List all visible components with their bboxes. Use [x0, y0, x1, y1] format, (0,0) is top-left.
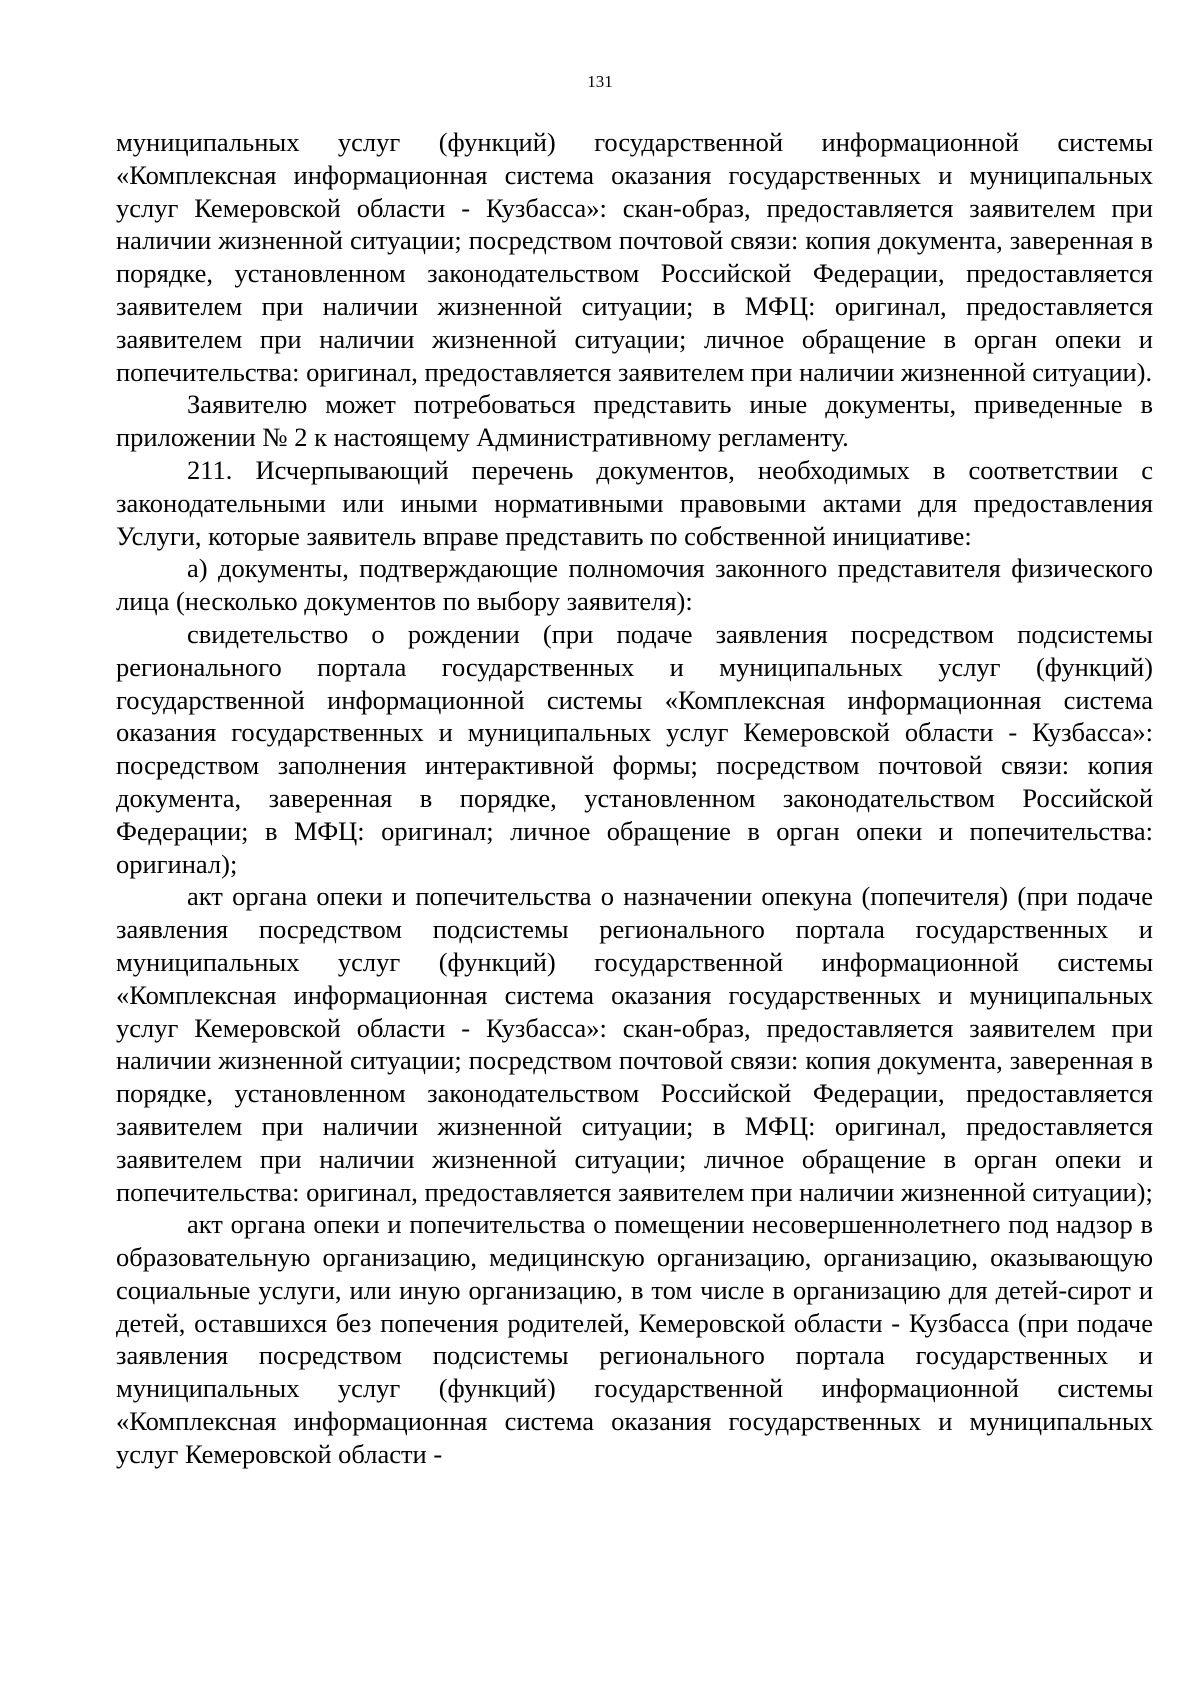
- paragraph-other-documents: Заявителю может потребоваться представить иные документы, приведенные в приложении № 2 к настоящему Административному регламенту.: [116, 389, 1153, 453]
- paragraph-birth-certificate: свидетельство о рождении (при подаче заявления посредством подсистемы регионального портала государственных и муниципальных услуг (функций) государственной информационной системы «Комплексная информационная система оказания государственных и муниципальных услуг Кемеровской области - Кузбасса»: посредством заполнения интерактивной формы; посредством почтовой связи: копия документа, заверенная в порядке, установленном законодательством Российской Федерации; в МФЦ: оригинал; личное обращение в орган опеки и попечительства: оригинал);: [116, 618, 1153, 879]
- document-body: [116, 126, 1153, 1471]
- paragraph-item-a: а) документы, подтверждающие полномочия законного представителя физического лица (несколько документов по выбору заявителя):: [116, 553, 1153, 617]
- paragraph-guardian-act: акт органа опеки и попечительства о назначении опекуна (попечителя) (при подаче заявления посредством подсистемы регионального портала государственных и муниципальных услуг (функций) государственной информационной системы «Комплексная информационная система оказания государственных и муниципальных услуг Кемеровской области - Кузбасса»: скан-образ, предоставляется заявителем при наличии жизненной ситуации; посредством почтовой связи: копия документа, заверенная в порядке, установленном законодательством Российской Федерации, предоставляется заявителем при наличии жизненной ситуации; в МФЦ: оригинал, предоставляется заявителем при наличии жизненной ситуации; личное обращение в орган опеки и попечительства: оригинал, предоставляется заявителем при наличии жизненной ситуации);: [116, 881, 1153, 1207]
- paragraph-supervision-act: акт органа опеки и попечительства о помещении несовершеннолетнего под надзор в образовательную организацию, медицинскую организацию, организацию, оказывающую социальные услуги, или иную организацию, в том числе в организацию для детей-сирот и детей, оставшихся без попечения родителей, Кемеровской области - Кузбасса (при подаче заявления посредством подсистемы регионального портала государственных и муниципальных услуг (функций) государственной информационной системы «Комплексная информационная система оказания государственных и муниципальных услуг Кемеровской области -: [116, 1209, 1153, 1469]
- page-number: 131: [587, 72, 613, 91]
- paragraph-continuation: муниципальных услуг (функций) государственной информационной системы «Комплексная информационная система оказания государственных и муниципальных услуг Кемеровской области - Кузбасса»: скан-образ, предоставляется заявителем при наличии жизненной ситуации; посредством почтовой связи: копия документа, заверенная в порядке, установленном законодательством Российской Федерации, предоставляется заявителем при наличии жизненной ситуации; в МФЦ: оригинал, предоставляется заявителем при наличии жизненной ситуации; личное обращение в орган опеки и попечительства: оригинал, предоставляется заявителем при наличии жизненной ситуации).: [116, 127, 1153, 387]
- paragraph-211: 211. Исчерпывающий перечень документов, необходимых в соответствии с законодательными или иными нормативными правовыми актами для предоставления Услуги, которые заявитель вправе представить по собственной инициативе:: [116, 454, 1153, 551]
